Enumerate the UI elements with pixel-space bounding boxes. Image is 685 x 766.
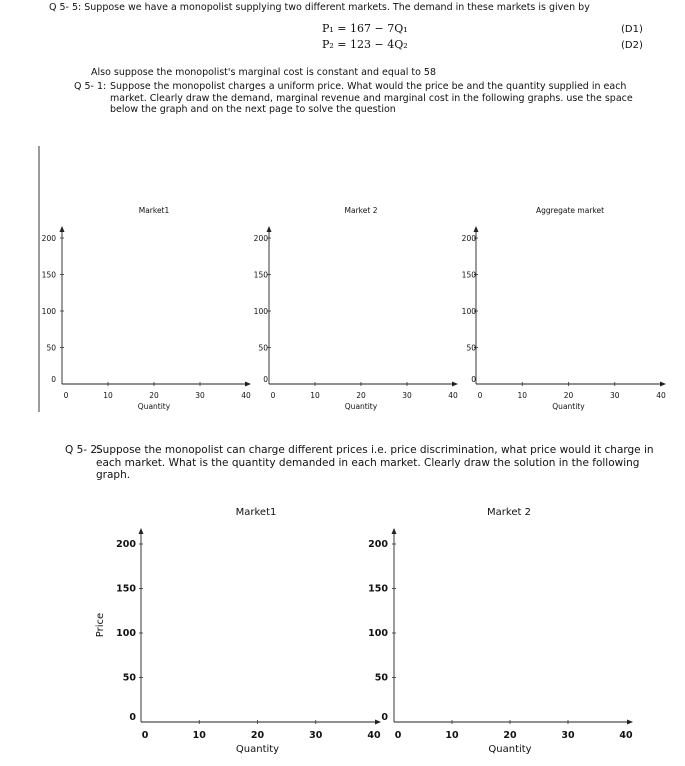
chart1-x-tick-label: 10 <box>103 391 113 400</box>
chart2-x-tick-label: 0 <box>270 391 276 400</box>
chart1-x-axis-arrow <box>245 382 251 387</box>
chart5-title: Market 2 <box>487 507 531 518</box>
chart3-x-tick-label: 0 <box>477 391 483 400</box>
chart5-y-tick-label: 200 <box>368 539 388 550</box>
chart4-y-axis-label: Price <box>95 612 106 638</box>
chart2-y-tick-label: 200 <box>253 234 268 243</box>
chart3-y-axis-arrow <box>474 226 479 232</box>
chart1-x-tick-label: 40 <box>241 391 251 400</box>
chart3-x-tick-label: 30 <box>609 391 620 400</box>
chart4-x-tick-label: 0 <box>141 730 149 741</box>
chart3-x-axis-label: Quantity <box>552 402 585 411</box>
chart4-y-tick-label: 100 <box>116 628 136 639</box>
chart4-y-tick-label: 150 <box>116 583 136 595</box>
chart2-title: Market 2 <box>344 206 378 215</box>
chart2-y-tick-label: 150 <box>253 270 268 280</box>
chart3-x-tick-label: 20 <box>563 391 574 400</box>
chart3-y-tick-label: 0 <box>471 375 476 384</box>
chart2-y-tick-label: 0 <box>263 375 268 384</box>
chart4-x-tick-label: 40 <box>367 730 381 741</box>
chart1-y-tick-label: 0 <box>51 375 56 384</box>
chart3-x-tick-label: 10 <box>517 391 528 400</box>
chart3-y-tick-label: 100 <box>461 307 476 316</box>
chart2-y-tick-label: 100 <box>253 307 268 316</box>
chart4-y-tick-label: 0 <box>129 712 136 723</box>
chart5-y-tick-label: 0 <box>381 712 388 723</box>
chart5-x-tick-label: 40 <box>619 730 633 741</box>
chart3-title: Aggregate market <box>535 206 605 215</box>
chart5-x-tick-label: 0 <box>394 730 402 741</box>
chart5-x-axis-label: Quantity <box>488 744 532 755</box>
chart3-x-tick-label: 40 <box>656 391 666 400</box>
chart3-x-axis-arrow <box>660 382 666 387</box>
assumption-text: Also suppose the monopolist's marginal cost is constant and equal to 58 <box>91 67 437 78</box>
equation-d2-tag: (D2) <box>621 40 643 51</box>
chart4-y-axis-arrow <box>139 528 144 534</box>
chart2-x-tick-label: 40 <box>448 391 458 400</box>
chart4-y-tick-label: 50 <box>122 672 136 684</box>
question-header: Q 5- 5: Suppose we have a monopolist supplying two different markets. The demand in these markets is given by <box>49 2 590 13</box>
chart2-x-axis-arrow <box>452 382 458 387</box>
q1-text: Suppose the monopolist charges a uniform price. What would the price be and the quantity supplied in each market. Clearly draw the demand, marginal revenue and marginal cost in the following graphs. use the space below the graph and on the next page to solve the question <box>110 81 633 115</box>
chart1-y-axis-arrow <box>60 226 65 232</box>
chart5-y-tick-label: 150 <box>368 583 388 595</box>
chart1-x-tick-label: 30 <box>195 391 205 400</box>
chart2-x-axis-label: Quantity <box>344 402 378 411</box>
equation-d1-tag: (D1) <box>621 24 643 35</box>
chart2-x-tick-label: 20 <box>356 391 366 400</box>
chart1-y-tick-label: 150 <box>41 270 56 280</box>
chart2-x-tick-label: 10 <box>310 391 320 400</box>
chart1-y-tick-label: 100 <box>41 307 56 316</box>
chart1-x-axis-label: Quantity <box>137 402 171 411</box>
chart2-y-tick-label: 50 <box>258 343 268 353</box>
equation-d1: P₁ = 167 − 7Q₁ <box>322 22 408 35</box>
chart1-x-tick-label: 0 <box>63 391 69 400</box>
chart4-x-axis-label: Quantity <box>235 744 280 755</box>
chart4-x-tick-label: 20 <box>250 730 265 741</box>
equation-d2: P₂ = 123 − 4Q₂ <box>322 38 408 51</box>
q2-text: Suppose the monopolist can charge different prices i.e. price discrimination, what price would it charge in each market. What is the quantity demanded in each market. Clearly draw the solution in the following graph. <box>96 444 654 481</box>
chart5-y-tick-label: 100 <box>368 628 388 639</box>
chart5-y-tick-label: 50 <box>374 672 388 684</box>
q1-label: Q 5- 1: <box>74 81 107 92</box>
chart1-y-tick-label: 50 <box>46 343 56 353</box>
chart5-x-tick-label: 20 <box>503 730 517 741</box>
chart3-y-tick-label: 200 <box>461 234 476 243</box>
q2-label: Q 5- 2: <box>65 444 101 456</box>
chart5-x-tick-label: 30 <box>561 730 575 741</box>
chart1-y-tick-label: 200 <box>41 234 56 243</box>
chart4-y-tick-label: 200 <box>116 539 136 550</box>
chart2-x-tick-label: 30 <box>402 391 412 400</box>
chart5-x-axis-arrow <box>627 720 633 725</box>
chart3-y-tick-label: 150 <box>461 270 476 280</box>
chart4-x-tick-label: 10 <box>192 730 206 741</box>
chart5-x-tick-label: 10 <box>445 730 459 741</box>
chart4-x-tick-label: 30 <box>309 730 323 741</box>
chart1-x-tick-label: 20 <box>149 391 159 400</box>
chart2-y-axis-arrow <box>267 226 272 232</box>
chart5-y-axis-arrow <box>392 528 397 534</box>
chart4-x-axis-arrow <box>375 720 381 725</box>
chart4-title: Market1 <box>235 507 277 518</box>
chart3-y-tick-label: 50 <box>466 343 476 353</box>
chart1-title: Market1 <box>138 206 170 215</box>
